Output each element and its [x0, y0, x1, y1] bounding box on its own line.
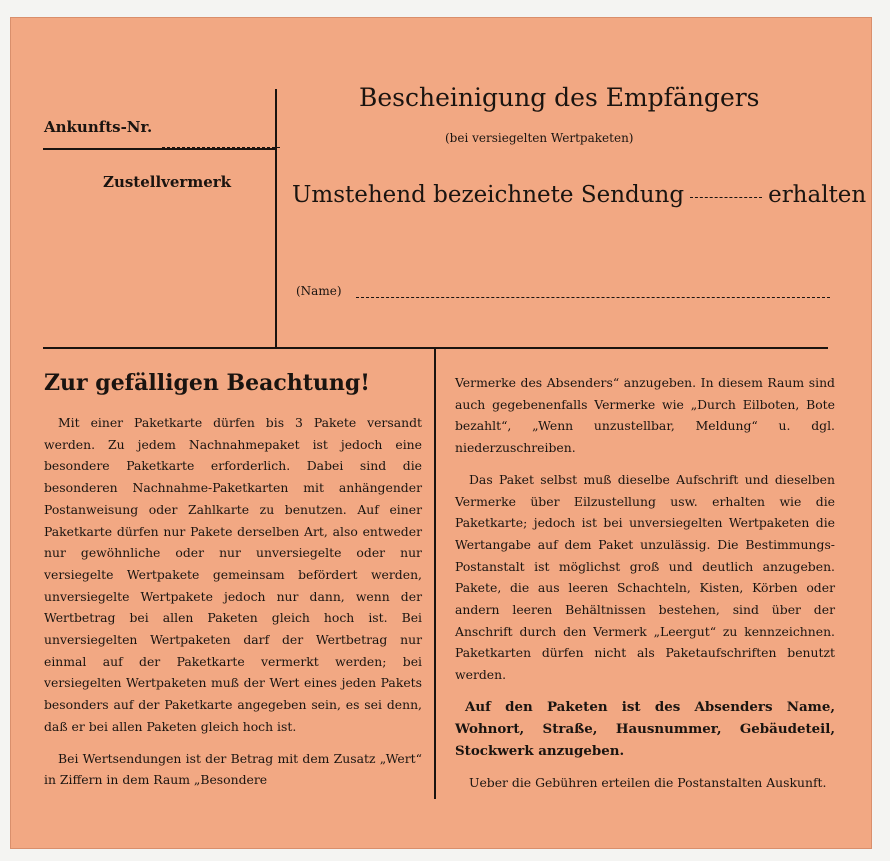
- notice-address-requirement: Auf den Paketen ist des Absenders Name, Wohnort, Straße, Hausnummer, Gebäudeteil, Stockwerk anzugeben.: [455, 698, 835, 759]
- parcel-card: [10, 17, 872, 849]
- delivery-note-label: Zustellvermerk: [103, 173, 232, 191]
- shipment-line: [292, 182, 866, 208]
- notice-paragraph-2: Bei Wertsendungen ist der Betrag mit dem Zusatz „Wert“ in Ziffern in dem Raum „Besondere: [44, 750, 422, 788]
- notice-paragraph-4: Das Paket selbst muß dieselbe Aufschrift und dieselben Vermerke über Eilzustellung usw. erhalten wie die Paketkarte; jedoch ist bei unversiegelten Wertpaketen die Wertangabe auf dem Paket unzulässig. Die Bestimmungs-Postanstalt ist möglichst groß und deutlich anzugeben. Pakete, die aus leeren Schachteln, Kisten, Körben oder andern leeren Behältnissen bestehen, sind über der Anschrift durch den Vermerk „Leergut“ zu kennzeichnen. Paketkarten dürfen nicht als Paketaufschriften benutzt werden.: [455, 471, 835, 683]
- notice-left-column: [44, 412, 422, 791]
- name-label: (Name): [296, 284, 342, 298]
- certificate-title: Bescheinigung des Empfängers: [359, 83, 760, 112]
- notice-paragraph-3: Vermerke des Absenders“ anzugeben. In diesem Raum sind auch gegebenenfalls Vermerke wie „Durch Eilboten, Bote bezahlt“, „Wenn unzustellbar, Meldung“ u. dgl. niederzuschreiben.: [455, 375, 835, 456]
- left-box-divider: [43, 148, 276, 150]
- notice-fees-info: Ueber die Gebühren erteilen die Postanstalten Auskunft.: [469, 774, 827, 790]
- shipment-text-end: erhalten: [768, 182, 867, 208]
- name-signature-line: [356, 297, 830, 298]
- top-vertical-divider: [275, 89, 277, 347]
- shipment-text-start: Umstehend bezeichnete Sendung: [292, 182, 685, 208]
- notice-heading: Zur gefälligen Beachtung!: [44, 370, 370, 396]
- certificate-subtitle: (bei versiegelten Wertpaketen): [445, 131, 634, 145]
- notice-paragraph-1: Mit einer Paketkarte dürfen bis 3 Pakete versandt werden. Zu jedem Nachnahmepaket ist jedoch eine besondere Paketkarte erforderlich. Dabei sind die besonderen Nachnahme-Paketkarten mit anhängender Postanweisung oder Zahlkarte zu benutzen. Auf einer Paketkarte dürfen nur Pakete derselben Art, also entweder nur gewöhnliche oder nur unversiegelte oder nur versiegelte Wertpakete gemeinsam befördert werden, unversiegelte Wertpakete jedoch nur dann, wenn der Wertbetrag bei allen Paketen gleich hoch ist. Bei unversiegelten Wertpaketen darf der Wertbetrag nur einmal auf der Paketkarte vermerkt werden; bei versiegelten Wertpaketen muß der Wert eines jeden Pakets besonders auf der Paketkarte angegeben sein, es sei denn, daß er bei allen Paketen gleich hoch ist.: [44, 415, 422, 734]
- bottom-vertical-divider: [434, 349, 436, 799]
- notice-right-column: [455, 372, 835, 794]
- arrival-number-label: Ankunfts-Nr.: [44, 118, 153, 136]
- shipment-blank: [690, 197, 762, 198]
